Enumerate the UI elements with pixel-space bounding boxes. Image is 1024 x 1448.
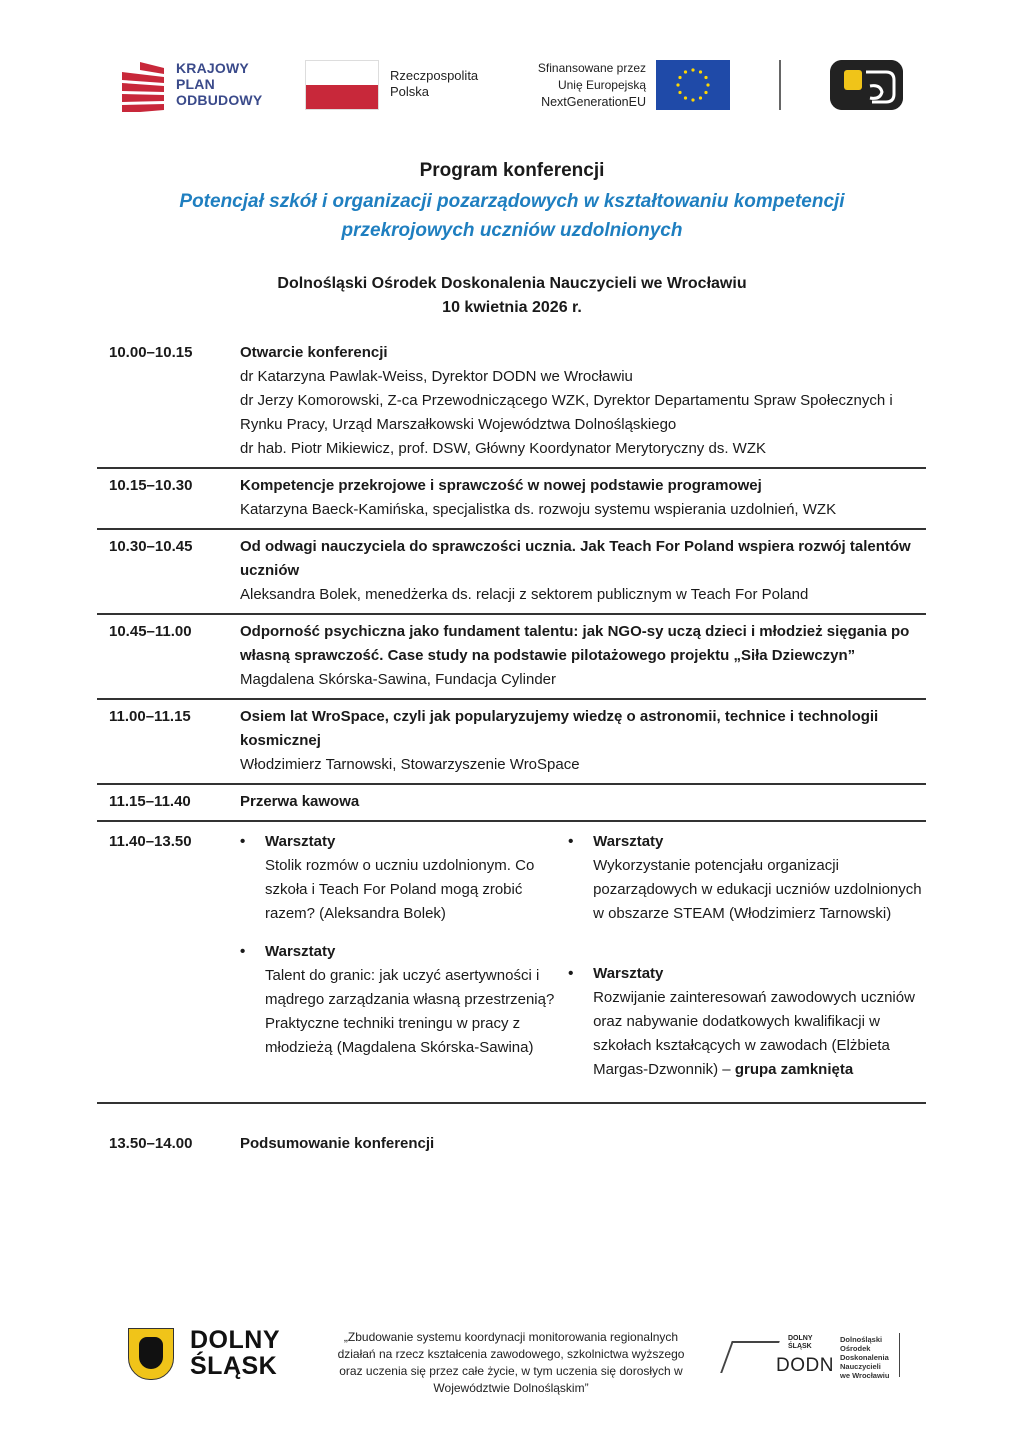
dodn-name-4: Nauczycieli: [840, 1362, 881, 1371]
date: 10 kwietnia 2026 r.: [442, 299, 582, 316]
subtitle-line-2: przekrojowych uczniów uzdolnionych: [341, 220, 683, 241]
row-title: Od odwagi nauczyciela do sprawczości ucznia. Jak Teach For Poland wspiera rozwój talentów uczniów: [240, 538, 911, 579]
workshop-desc: Wykorzystanie potencjału organizacji pozarządowych w edukacji uczniów uzdolnionych w obszarze STEAM (Włodzimierz Tarnowski): [593, 857, 922, 922]
row-title: Otwarcie konferencji: [240, 344, 388, 361]
workshop-title: Warsztaty: [593, 965, 664, 982]
footer-divider: [899, 1333, 900, 1377]
conference-subtitle: [0, 187, 1024, 245]
workshop-item: [568, 962, 926, 1082]
row-time: 13.50–14.00: [109, 1135, 193, 1152]
project-quote: „Zbudowanie systemu koordynacji monitorowania regionalnych działań na rzecz kształcenia zawodowego, szkolnictwa wyższego oraz uczenia się przez całe życie, w tym uczenia się dorosłych w Województwie Dolnośląskim”: [337, 1330, 685, 1395]
row-time: 10.00–10.15: [109, 344, 193, 361]
workshop-desc: Stolik rozmów o uczniu uzdolnionym. Co szkoła i Teach For Poland mogą zrobić razem? (Aleksandra Bolek): [265, 857, 535, 922]
speaker: dr Katarzyna Pawlak-Weiss, Dyrektor DODN we Wrocławiu: [240, 368, 633, 385]
schedule-row: [97, 336, 926, 469]
book-icon: [720, 1341, 780, 1373]
schedule-row: [97, 615, 926, 700]
eu-line-3: NextGenerationEU: [541, 95, 646, 109]
dodn-name-5: we Wrocławiu: [840, 1371, 890, 1380]
speaker: Włodzimierz Tarnowski, Stowarzyszenie WroSpace: [240, 756, 580, 773]
dodn-name-2: Ośrodek: [840, 1344, 871, 1353]
workshop-item: [240, 940, 568, 1060]
schedule-row: [97, 469, 926, 530]
eu-flag-icon: [656, 60, 730, 110]
footer-logos: [128, 1325, 908, 1395]
venue-block: [0, 272, 1024, 320]
silesia-eagle-icon: [128, 1328, 174, 1380]
closed-group-label: grupa zamknięta: [734, 1061, 854, 1078]
bullet-icon: •: [568, 833, 574, 850]
schedule-row-workshops: [97, 822, 926, 1104]
eu-funding-text: [516, 60, 646, 111]
row-title: Osiem lat WroSpace, czyli jak popularyzujemy wiedzę o astronomii, technice i technologii kosmicznej: [240, 708, 879, 749]
workshop-desc: [593, 986, 926, 1082]
speaker: Aleksandra Bolek, menedżerka ds. relacji z sektorem publicznym w Teach For Poland: [240, 586, 809, 603]
schedule-row-closing: [97, 1104, 926, 1162]
venue: Dolnośląski Ośrodek Doskonalenia Nauczycieli we Wrocławiu: [277, 275, 747, 292]
kpo-line-3: ODBUDOWY: [176, 92, 263, 108]
dodn-logo: [726, 1331, 834, 1377]
kpo-stripes-icon: [118, 62, 168, 112]
dodn-fullname: [840, 1335, 889, 1380]
schedule-row: [97, 530, 926, 615]
row-time: 10.30–10.45: [109, 538, 193, 555]
schedule-row-break: [97, 785, 926, 822]
workshop-desc: Talent do granic: jak uczyć asertywności i mądrego zarządzania własną przestrzenią? Praktyczne techniki treningu w pracy z młodzieżą (Magdalena Skórska-Sawina): [265, 967, 555, 1056]
schedule-table: [97, 336, 926, 1162]
bullet-icon: •: [240, 833, 246, 850]
workshop-item: [240, 830, 568, 926]
speaker: dr hab. Piotr Mikiewicz, prof. DSW, Główny Koordynator Merytoryczny ds. WZK: [240, 440, 766, 457]
speaker: Katarzyna Baeck-Kamińska, specjalistka ds. rozwoju systemu wspierania uzdolnień, WZK: [240, 501, 837, 518]
polish-flag-icon: [305, 60, 379, 110]
speaker: dr Jerzy Komorowski, Z-ca Przewodniczącego WZK, Dyrektor Departamentu Spraw Społecznych i Rynku Pracy, Urząd Marszałkowski Województwa Dolnośląskiego: [240, 392, 893, 433]
kpo-logo: [118, 60, 278, 114]
workshop-title: Warsztaty: [265, 943, 336, 960]
dodn-name-3: Doskonalenia: [840, 1353, 889, 1362]
row-time: 10.45–11.00: [109, 623, 192, 640]
dolny-slask-logo: [190, 1327, 280, 1379]
workshop-desc-text: Rozwijanie zainteresowań zawodowych uczniów oraz nabywanie dodatkowych kwalifikacji w szkołach kształcących w zawodach (Elżbieta Margas-Dzwonnik) –: [593, 989, 915, 1078]
row-time: 11.15–11.40: [109, 793, 191, 810]
logo-divider: [779, 60, 781, 110]
region-line-2: ŚLĄSK: [190, 1352, 278, 1380]
bullet-icon: •: [568, 965, 574, 982]
region-line-1: DOLNY: [190, 1326, 280, 1354]
row-title: Podsumowanie konferencji: [240, 1135, 435, 1152]
dodn-badge-icon: [830, 60, 903, 110]
rp-line-2: Polska: [390, 84, 430, 99]
row-title: Przerwa kawowa: [240, 793, 360, 810]
workshop-title: Warsztaty: [265, 833, 336, 850]
dodn-wordmark: DODN: [776, 1355, 834, 1376]
schedule-row: [97, 700, 926, 785]
bullet-icon: •: [240, 943, 246, 960]
header-logos: [118, 56, 908, 116]
row-time: 11.00–11.15: [109, 708, 191, 725]
row-title: Kompetencje przekrojowe i sprawczość w nowej podstawie programowej: [240, 477, 762, 494]
speaker: Magdalena Skórska-Sawina, Fundacja Cylinder: [240, 671, 556, 688]
eu-line-1: Sfinansowane przez: [537, 61, 646, 75]
row-time: 10.15–10.30: [109, 477, 193, 494]
dodn-ds-2: ŚLĄSK: [788, 1343, 812, 1350]
page-title: Program konferencji: [419, 160, 605, 181]
row-title: Odporność psychiczna jako fundament talentu: jak NGO-sy uczą dzieci i młodzież sięgania po własną sprawczość. Case study na podstawie pilotażowego projektu „Siła Dziewczyn”: [240, 623, 910, 664]
dodn-name-1: Dolnośląski: [840, 1335, 883, 1344]
rp-line-1: Rzeczpospolita: [390, 68, 479, 83]
kpo-line-2: PLAN: [176, 76, 215, 92]
eu-line-2: Unię Europejską: [557, 78, 646, 92]
workshop-item: [568, 830, 926, 926]
workshop-title: Warsztaty: [593, 833, 664, 850]
row-time: 11.40–13.50: [109, 833, 192, 850]
subtitle-line-1: Potencjał szkół i organizacji pozarządowych w kształtowaniu kompetencji: [179, 191, 845, 212]
dodn-region-mark: [788, 1335, 813, 1351]
dodn-ds-1: DOLNY: [788, 1335, 813, 1342]
kpo-line-1: KRAJOWY: [176, 60, 249, 76]
